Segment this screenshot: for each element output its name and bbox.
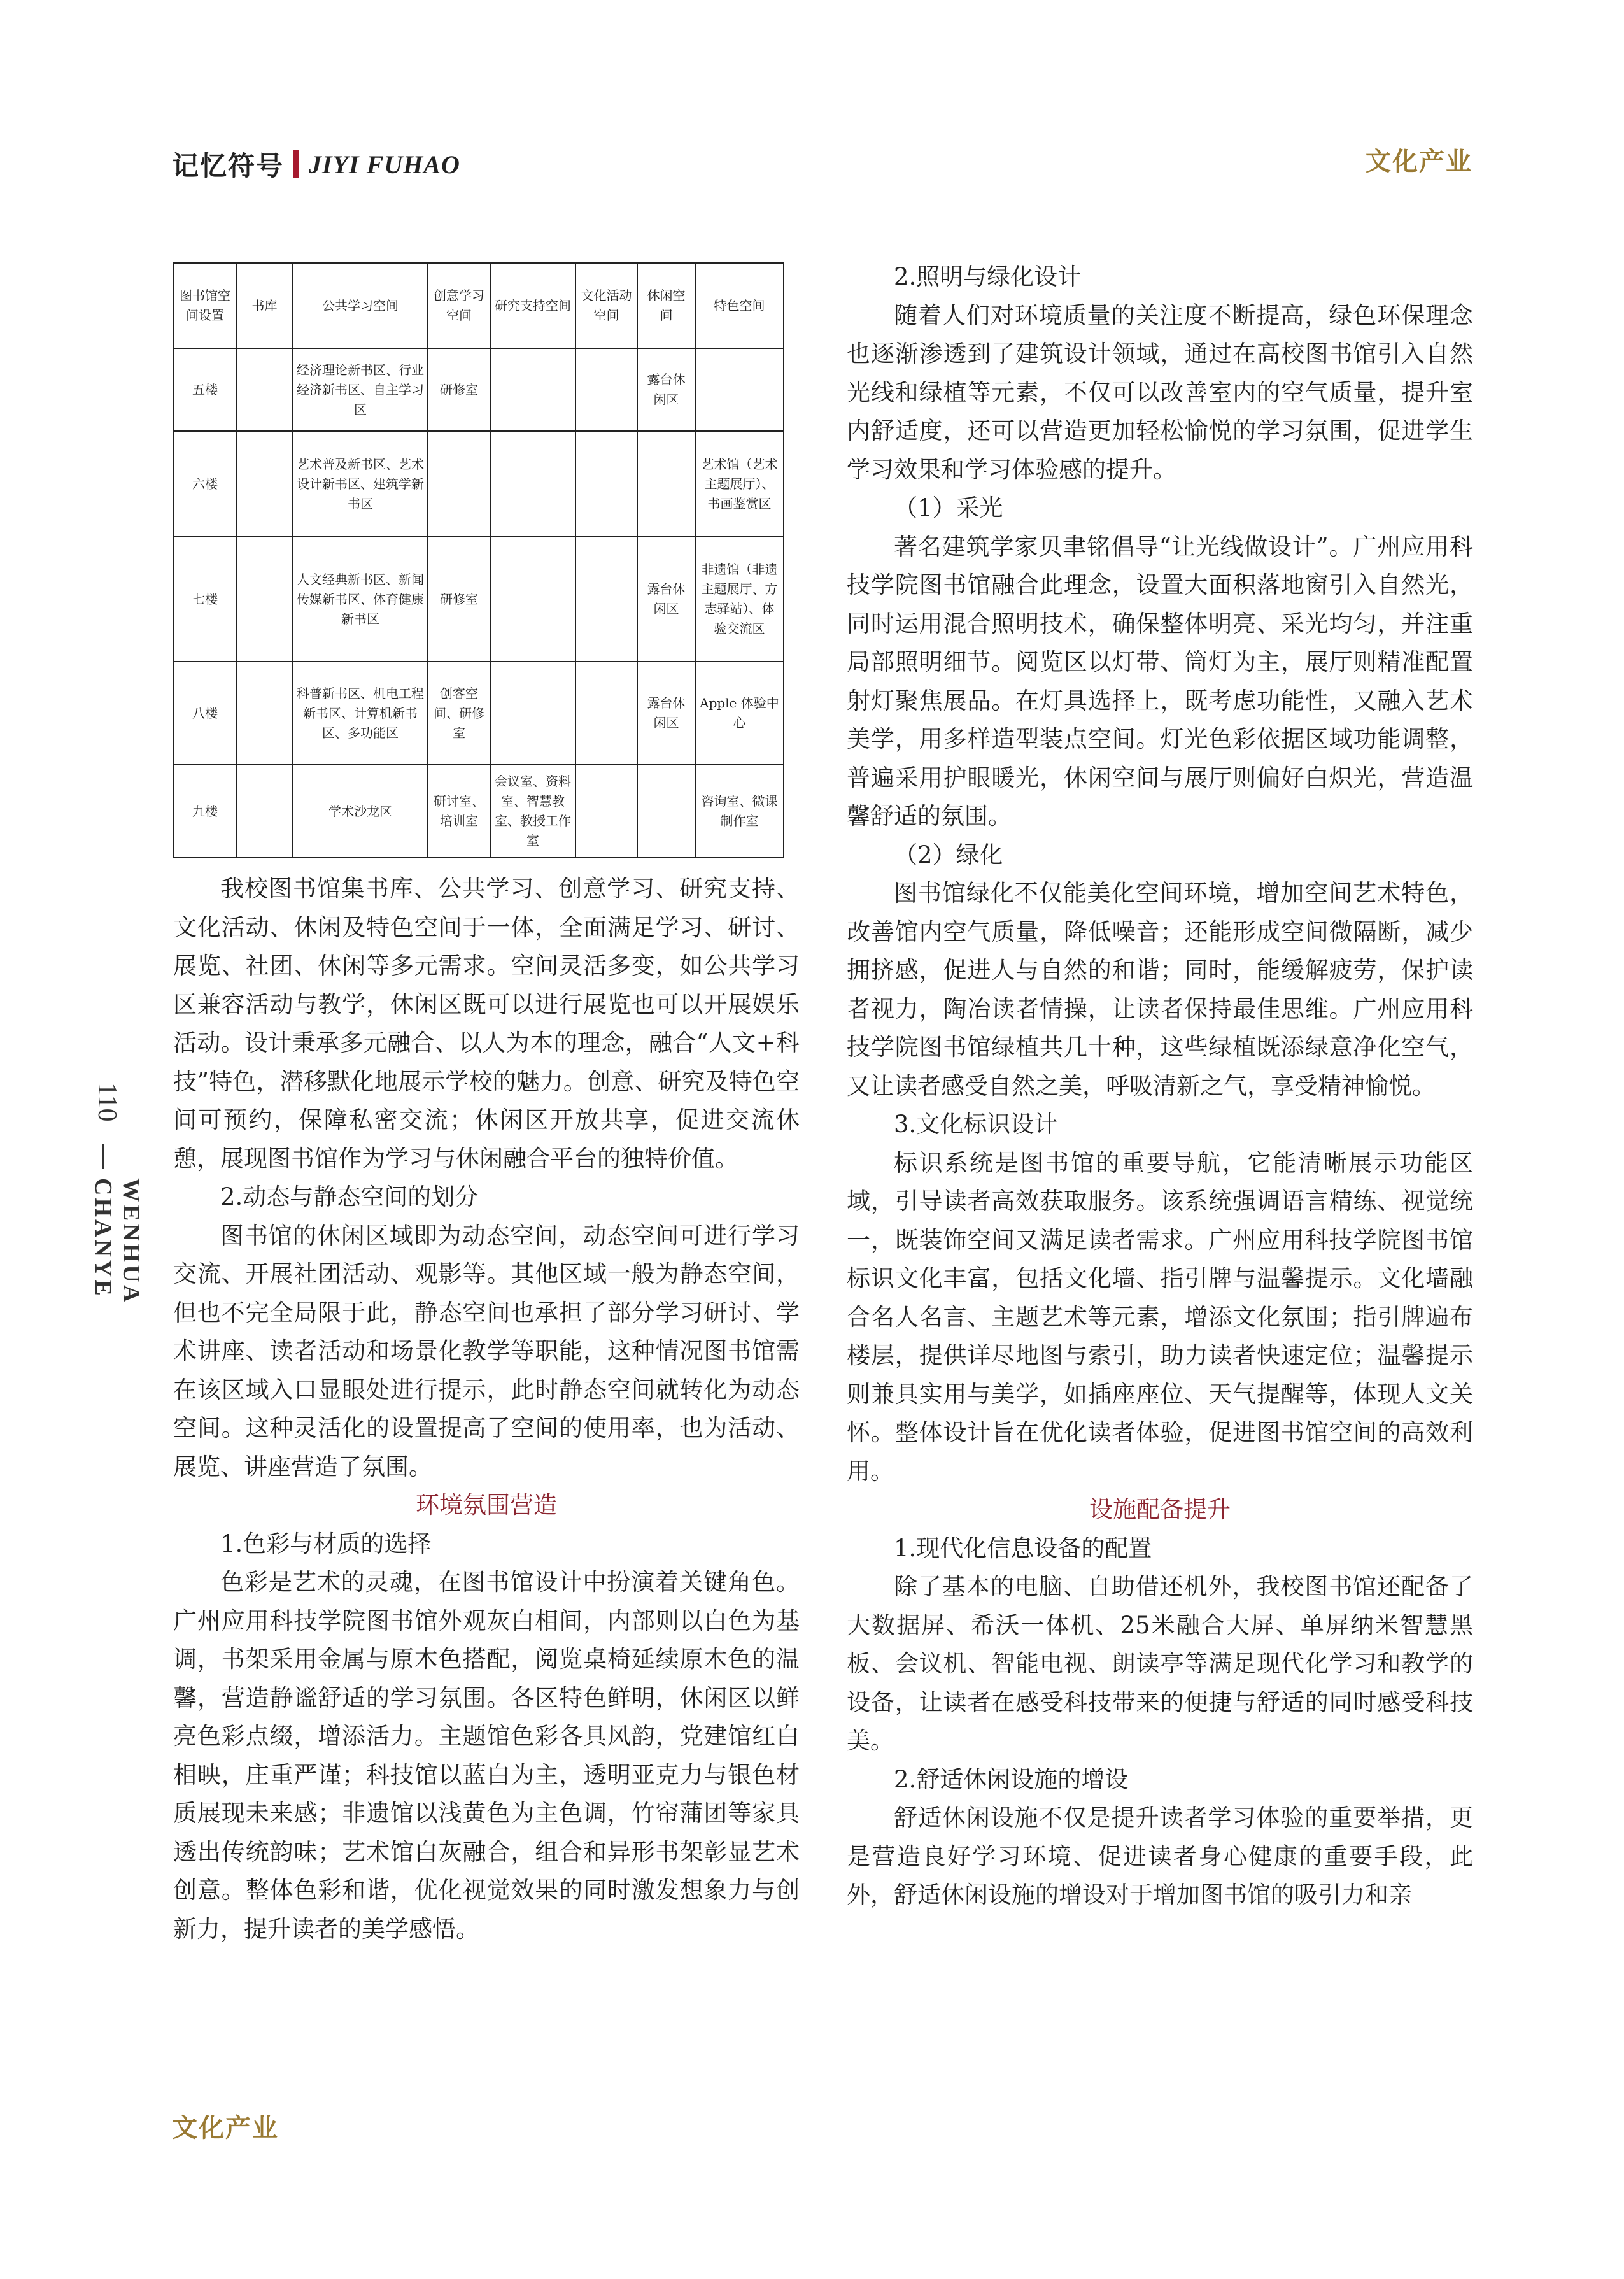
table-cell: 研修室 (428, 537, 490, 662)
table-row (174, 662, 784, 765)
table-cell: 露台休闲区 (637, 662, 695, 765)
page-number: 110 (92, 1083, 122, 1122)
table-cell (236, 765, 293, 858)
table-cell (490, 662, 575, 765)
table-cell: 研修室 (428, 348, 490, 431)
subsection-heading: 2.舒适休闲设施的增设 (894, 1765, 1129, 1793)
journal-name: WENHUA CHANYE (90, 1178, 145, 1304)
subsection-heading: 2.动态与静态空间的划分 (220, 1183, 479, 1210)
table-row (174, 431, 784, 537)
subsection-heading: 1.现代化信息设备的配置 (894, 1534, 1152, 1562)
table-cell (637, 431, 695, 537)
body-paragraph: 图书馆绿化不仅能美化空间环境，增加空间艺术特色，改善馆内空气质量，降低噪音；还能形成空间微隔断，减少拥挤感，促进人与自然的和谐；同时，能缓解疲劳，保护读者视力，陶冶读者情操，让读者保持最佳思维。广州应用科技学院图书馆绿植共几十种，这些绿植既添绿意净化空气，又让读者感受自然之美，呼吸清新之气，享受精神愉悦。 (847, 879, 1473, 1100)
table-header-cell: 图书馆空间设置 (174, 263, 236, 348)
body-paragraph: 随着人们对环境质量的关注度不断提高，绿色环保理念也逐渐渗透到了建筑设计领域，通过在高校图书馆引入自然光线和绿植等元素，不仅可以改善室内的空气质量，提升室内舒适度，还可以营造更加轻松愉悦的学习氛围，促进学生学习效果和学习体验感的提升。 (847, 301, 1473, 483)
series-title: 记忆符号 (172, 150, 285, 181)
table-row (174, 348, 784, 431)
table-cell: 会议室、资料室、智慧教室、教授工作室 (490, 765, 575, 858)
body-paragraph: 图书馆的休闲区域即为动态空间，动态空间可进行学习交流、开展社团活动、观影等。其他区域一般为静态空间，但也不完全局限于此，静态空间也承担了部分学习研讨、学术讲座、读者活动和场景化教学等职能，这种情况图书馆需在该区域入口显眼处进行提示，此时静态空间就转化为动态空间。这种灵活化的设置提高了空间的使用率，也为活动、展览、讲座营造了氛围。 (173, 1221, 800, 1480)
body-paragraph: 色彩是艺术的灵魂，在图书馆设计中扮演着关键角色。广州应用科技学院图书馆外观灰白相间，内部则以白色为基调，书架采用金属与原木色搭配，阅览桌椅延续原木色的温馨，营造静谧舒适的学习氛围。各区特色鲜明，休闲区以鲜亮色彩点缀，增添活力。主题馆色彩各具风韵，党建馆红白相映，庄重严谨；科技馆以蓝白为主，透明亚克力与银色材质展现未来感；非遗馆以浅黄色为主色调，竹帘蒲团等家具透出传统韵味；艺术馆白灰融合，组合和异形书架彰显艺术创意。整体色彩和谐，优化视觉效果的同时激发想象力与创新力，提升读者的美学感悟。 (173, 1568, 800, 1943)
table-cell: 经济理论新书区、行业经济新书区、自主学习区 (293, 348, 428, 431)
table-cell: 露台休闲区 (637, 348, 695, 431)
table-cell: 研讨室、培训室 (428, 765, 490, 858)
table-cell (575, 765, 637, 858)
body-paragraph: 舒适休闲设施不仅是提升读者学习体验的重要举措，更是营造良好学习环境、促进读者身心健康的重要手段，此外，舒适休闲设施的增设对于增加图书馆的吸引力和亲 (847, 1804, 1473, 1908)
table-cell: 学术沙龙区 (293, 765, 428, 858)
subsection-heading: （2）绿化 (894, 841, 1003, 869)
table-cell: 七楼 (174, 537, 236, 662)
table-cell (575, 662, 637, 765)
series-title-pinyin: JIYI FUHAO (309, 150, 460, 179)
table-header-row (174, 263, 784, 348)
table-cell (236, 662, 293, 765)
table-row (174, 765, 784, 858)
table-cell: Apple 体验中心 (695, 662, 784, 765)
table-cell (575, 348, 637, 431)
subsection-heading: （1）采光 (894, 494, 1003, 522)
subsection-heading: 1.色彩与材质的选择 (220, 1530, 432, 1558)
body-paragraph: 我校图书馆集书库、公共学习、创意学习、研究支持、文化活动、休闲及特色空间于一体，全面满足学习、研讨、展览、社团、休闲等多元需求。空间灵活多变，如公共学习区兼容活动与教学，休闲区既可以进行展览也可以开展娱乐活动。设计秉承多元融合、以人为本的理念，融合“人文+科技”特色，潜移默化地展示学校的魅力。创意、研究及特色空间可预约，保障私密交流；休闲区开放共享，促进交流休憩，展现图书馆作为学习与休闲融合平台的独特价值。 (173, 875, 800, 1172)
table-cell (236, 431, 293, 537)
section-heading: 设施配备提升 (1089, 1496, 1231, 1523)
table-header-cell: 特色空间 (695, 263, 784, 348)
section-label-top: 文化产业 (1366, 147, 1472, 176)
table-cell (490, 537, 575, 662)
table-cell (695, 348, 784, 431)
table-header-cell: 休闲空间 (637, 263, 695, 348)
table-cell: 露台休闲区 (637, 537, 695, 662)
library-space-table (173, 262, 783, 858)
table-cell: 九楼 (174, 765, 236, 858)
table-cell: 咨询室、微课制作室 (695, 765, 784, 858)
body-paragraph: 著名建筑学家贝聿铭倡导“让光线做设计”。广州应用科技学院图书馆融合此理念，设置大面积落地窗引入自然光，同时运用混合照明技术，确保整体明亮、采光均匀，并注重局部照明细节。阅览区以灯带、筒灯为主，展厅则精准配置射灯聚焦展品。在灯具选择上，既考虑功能性，又融入艺术美学，用多样造型装点空间。灯光色彩依据区域功能调整，普遍采用护眼暖光，休闲空间与展厅则偏好白炽光，营造温馨舒适的氛围。 (847, 532, 1473, 830)
table-cell: 艺术馆（艺术主题展厅）、书画鉴赏区 (695, 431, 784, 537)
table-header-cell: 书库 (236, 263, 293, 348)
space-table (173, 262, 784, 858)
right-column (847, 258, 1473, 1915)
table-header-cell: 文化活动空间 (575, 263, 637, 348)
table-header-cell: 研究支持空间 (490, 263, 575, 348)
table-header-cell: 创意学习空间 (428, 263, 490, 348)
subsection-heading: 3.文化标识设计 (894, 1111, 1058, 1138)
subsection-heading: 2.照明与绿化设计 (894, 263, 1082, 290)
table-cell (575, 431, 637, 537)
table-cell: 人文经典新书区、新闻传媒新书区、体育健康新书区 (293, 537, 428, 662)
table-row (174, 537, 784, 662)
table-cell (428, 431, 490, 537)
table-cell: 创客空间、研修室 (428, 662, 490, 765)
header-accent-bar (293, 150, 299, 178)
table-body (174, 348, 784, 858)
table-cell (236, 537, 293, 662)
table-cell (490, 348, 575, 431)
table-cell (490, 431, 575, 537)
table-cell: 五楼 (174, 348, 236, 431)
table-cell: 科普新书区、机电工程新书区、计算机新书区、多功能区 (293, 662, 428, 765)
running-header (172, 145, 460, 183)
table-cell (236, 348, 293, 431)
body-paragraph: 除了基本的电脑、自助借还机外，我校图书馆还配备了大数据屏、希沃一体机、25米融合大屏、单屏纳米智慧黑板、会议机、智能电视、朗读亭等满足现代化学习和教学的设备，让读者在感受科技带来的便捷与舒适的同时感受科技美。 (847, 1573, 1473, 1754)
section-label-bottom: 文化产业 (172, 2113, 279, 2143)
table-cell: 八楼 (174, 662, 236, 765)
table-cell (637, 765, 695, 858)
table-header-cell: 公共学习空间 (293, 263, 428, 348)
table-cell: 艺术普及新书区、艺术设计新书区、建筑学新书区 (293, 431, 428, 537)
table-cell (575, 537, 637, 662)
table-cell: 六楼 (174, 431, 236, 537)
table-cell: 非遗馆（非遗主题展厅、方志驿站）、体验交流区 (695, 537, 784, 662)
folio-rule (102, 1144, 104, 1169)
left-column (173, 870, 800, 1949)
body-paragraph: 标识系统是图书馆的重要导航，它能清晰展示功能区域，引导读者高效获取服务。该系统强调语言精练、视觉统一，既装饰空间又满足读者需求。广州应用科技学院图书馆标识文化丰富，包括文化墙、指引牌与温馨提示。文化墙融合名人名言、主题艺术等元素，增添文化氛围；指引牌遍布楼层，提供详尽地图与索引，助力读者快速定位；温馨提示则兼具实用与美学，如插座座位、天气提醒等，体现人文关怀。整体设计旨在优化读者体验，促进图书馆空间的高效利用。 (847, 1149, 1473, 1485)
section-heading: 环境氛围营造 (416, 1491, 557, 1519)
